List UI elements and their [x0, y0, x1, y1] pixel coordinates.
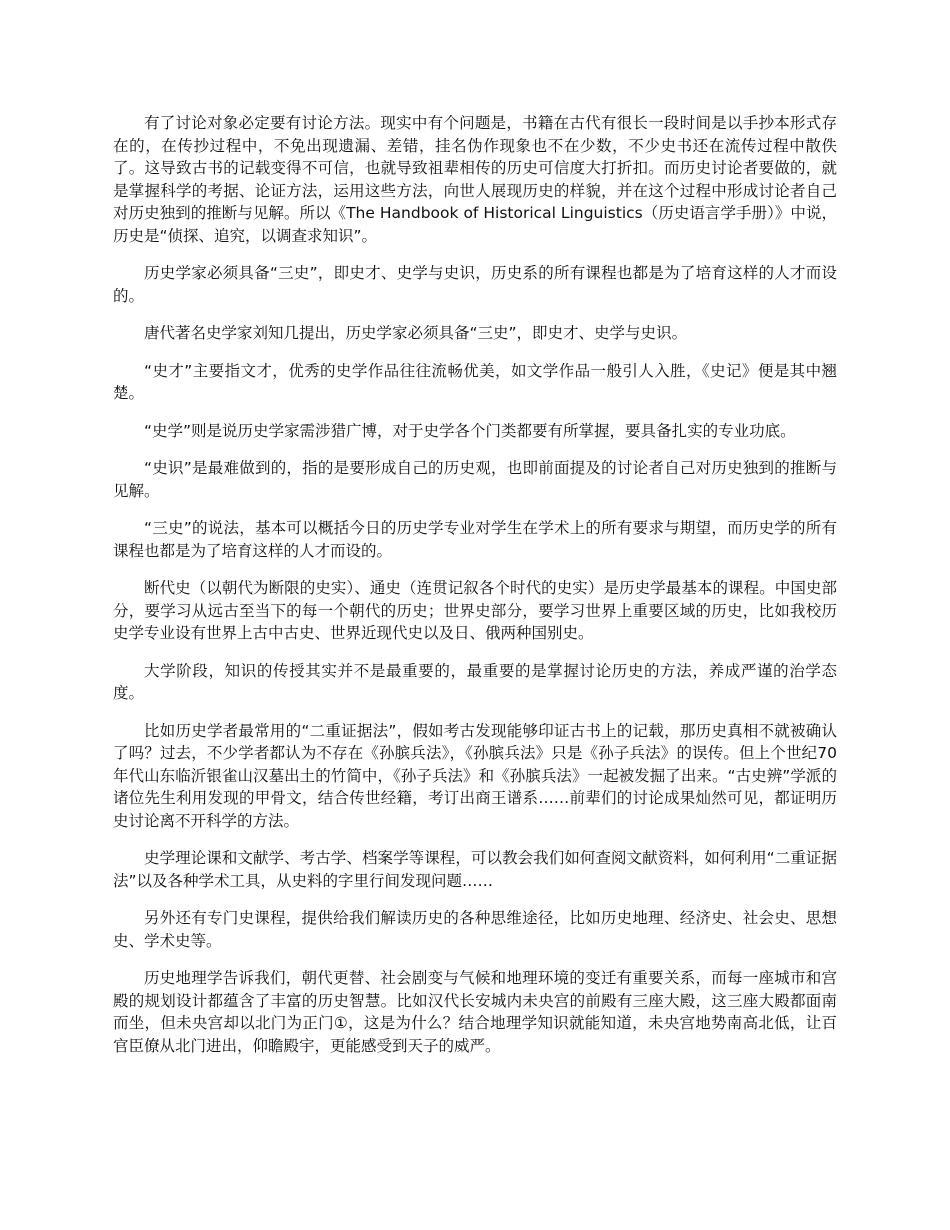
paragraph-shishi: “史识”是最难做到的，指的是要形成自己的历史观，也即前面提及的讨论者自己对历史独到的推断与见解。 [113, 459, 837, 500]
paragraph-three-histories: 历史学家必须具备“三史”，即史才、史学与史识，历史系的所有课程也都是为了培育这样的人才而设的。 [113, 264, 837, 305]
paragraph-dynastic-history: 断代史（以朝代为断限的史实）、通史（连贯记叙各个时代的史实）是历史学最基本的课程。中国史部分，要学习从远古至当下的每一个朝代的历史；世界史部分，要学习世界上重要区域的历史，比如我校历史学专业设有世界上古中古史、世界近现代史以及日、俄两种国别史。 [113, 579, 837, 642]
paragraph-summary: “三史”的说法，基本可以概括今日的历史学专业对学生在学术上的所有要求与期望，而历史学的所有课程也都是为了培育这样的人才而设的。 [113, 519, 837, 560]
paragraph-special-history: 另外还有专门史课程，提供给我们解读历史的各种思维途径，比如历史地理、经济史、社会史、思想史、学术史等。 [113, 909, 837, 950]
paragraph-dual-evidence: 比如历史学者最常用的“二重证据法”，假如考古发现能够印证古书上的记载，那历史真相不就被确认了吗？过去，不少学者都认为不存在《孙膑兵法》，《孙膑兵法》只是《孙子兵法》的误传。但上个世纪70年代山东临沂银雀山汉墓出土的竹简中，《孙子兵法》和《孙膑兵法》一起被发掘了出来。“古史辨”学派的诸位先生利用发现的甲骨文，结合传世经籍，考订出商王谱系……前辈们的讨论成果灿然可见，都证明历史讨论离不开科学的方法。 [113, 721, 837, 830]
paragraph-historical-geography: 历史地理学告诉我们，朝代更替、社会剧变与气候和地理环境的变迁有重要关系，而每一座城市和宫殿的规划设计都蕴含了丰富的历史智慧。比如汉代长安城内未央宫的前殿有三座大殿，这三座大殿都面南而坐，但未央宫却以北门为正门①，这是为什么？结合地理学知识就能知道，未央宫地势南高北低，让百官臣僚从北门进出，仰瞻殿宇，更能感受到天子的威严。 [113, 969, 837, 1055]
paragraph-shixue: “史学”则是说历史学家需涉猎广博，对于史学各个门类都要有所掌握，要具备扎实的专业功底。 [144, 421, 796, 440]
document-body [113, 112, 837, 1072]
paragraph-shicai: “史才”主要指文才，优秀的史学作品往往流畅优美，如文学作品一般引人入胜，《史记》便是其中翘楚。 [113, 361, 837, 402]
paragraph-theory-courses: 史学理论课和文献学、考古学、档案学等课程，可以教会我们如何查阅文献资料，如何利用“二重证据法”以及各种学术工具，从史料的字里行间发现问题…… [113, 849, 837, 890]
paragraph-university-stage: 大学阶段，知识的传授其实并不是最重要的，最重要的是掌握讨论历史的方法，养成严谨的治学态度。 [113, 661, 837, 702]
paragraph-liu-zhiji: 唐代著名史学家刘知几提出，历史学家必须具备“三史”，即史才、史学与史识。 [144, 324, 688, 342]
paragraph-intro-method: 有了讨论对象必定要有讨论方法。现实中有个问题是，书籍在古代有很长一段时间是以手抄本形式存在的，在传抄过程中，不免出现遗漏、差错，挂名伪作现象也不在少数，不少史书还在流传过程中散佚了。这导致古书的记载变得不可信，也就导致祖辈相传的历史可信度大打折扣。而历史讨论者要做的，就是掌握科学的考据、论证方法，运用这些方法，向世人展现历史的样貌，并在这个过程中形成讨论者自己对历史独到的推断与见解。所以《The Handbook of Historical Linguistics（历史语言学手册）》中说，历史是“侦探、追究，以调查求知识”。 [113, 114, 837, 245]
